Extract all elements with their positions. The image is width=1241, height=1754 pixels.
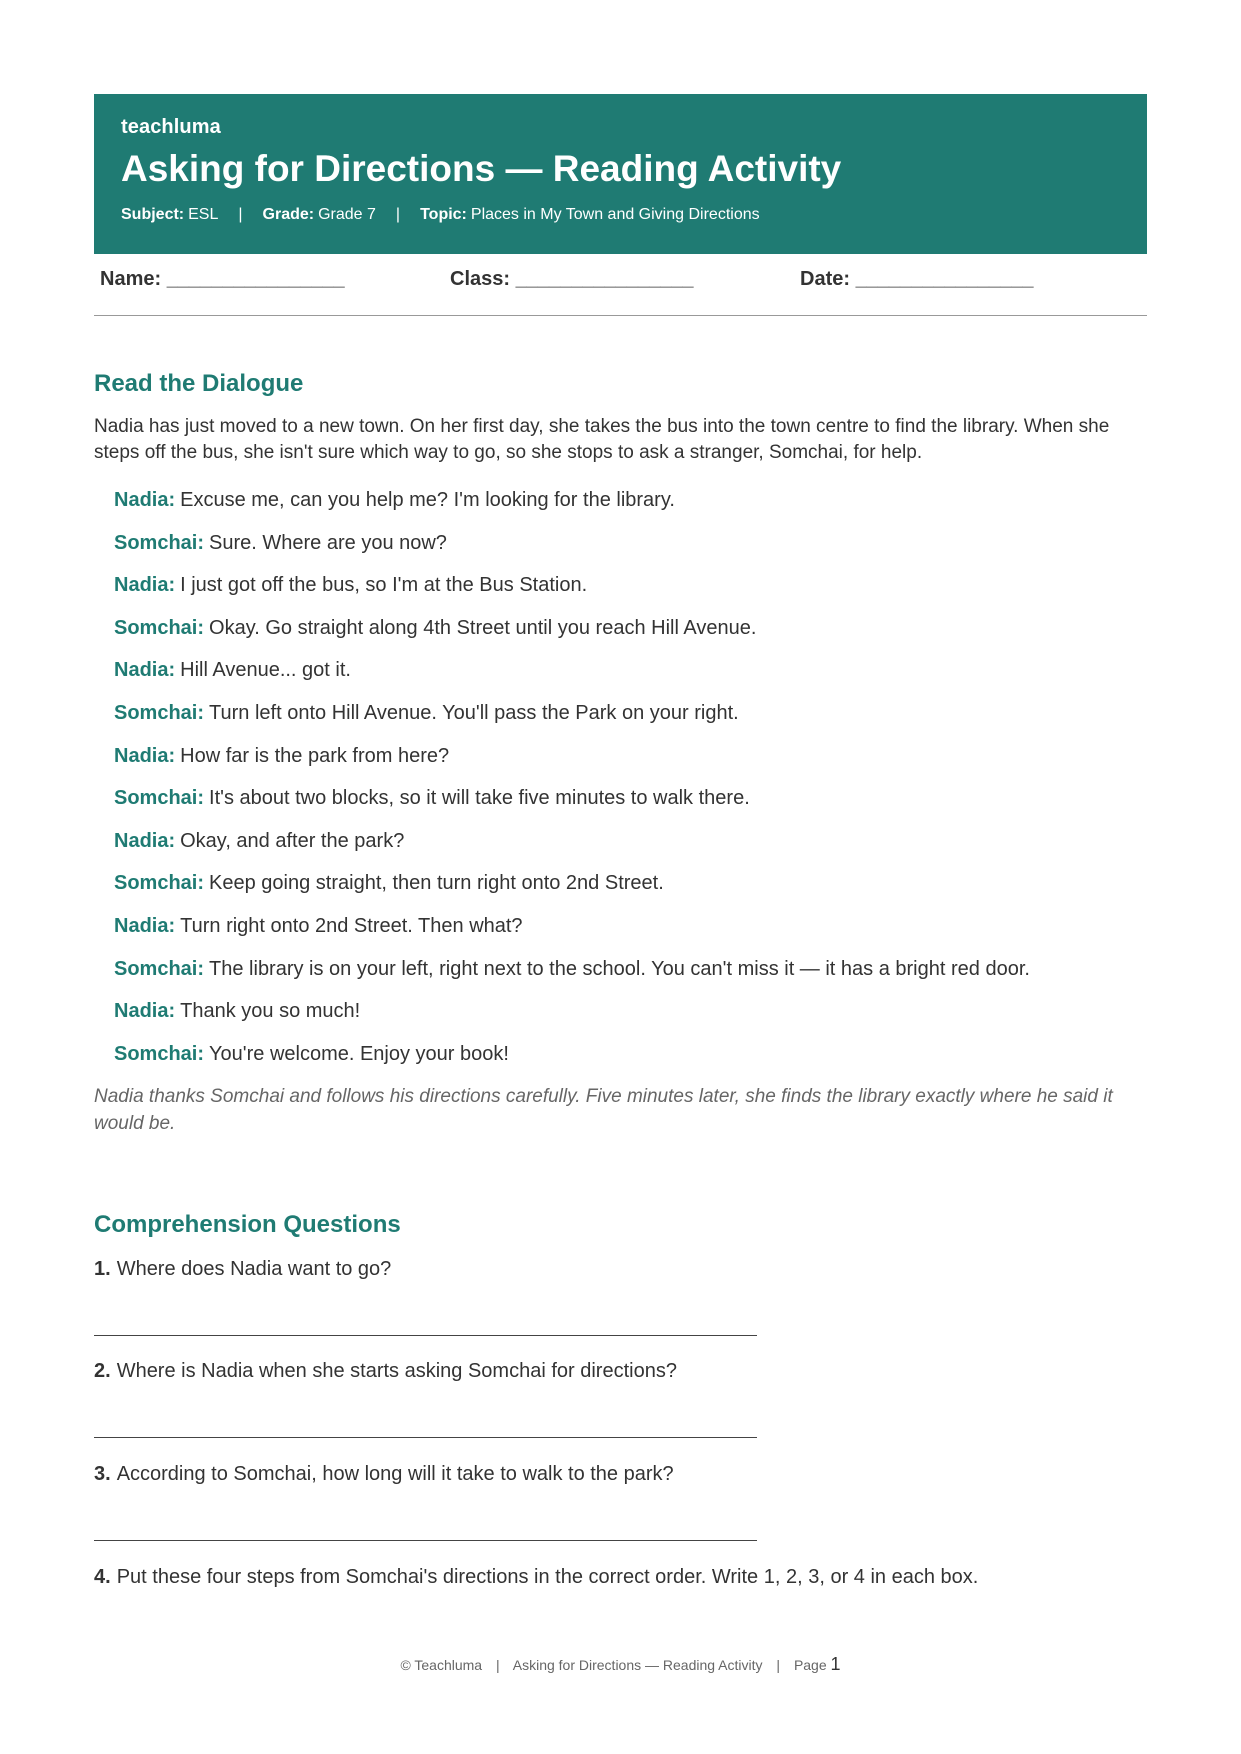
footer-copyright: © Teachluma: [400, 1657, 483, 1673]
footer-separator: |: [495, 1657, 500, 1673]
answer-line[interactable]: [94, 1540, 757, 1541]
name-field[interactable]: Name: ________________: [100, 268, 345, 290]
question-text: Where does Nadia want to go?: [116, 1258, 392, 1280]
topic-label: Topic:: [420, 205, 467, 223]
dialogue-line: [114, 743, 1144, 786]
subject-label: Subject:: [121, 205, 185, 223]
dialogue-line: [114, 572, 1144, 615]
dialogue-line: [114, 998, 1144, 1041]
dialogue-text: It's about two blocks, so it will take five minutes to walk there.: [209, 787, 750, 810]
dialogue-line: [114, 615, 1144, 658]
dialogue-text: Turn left onto Hill Avenue. You'll pass the Park on your right.: [209, 701, 739, 724]
dialogue-text: Keep going straight, then turn right onto 2nd Street.: [209, 872, 664, 895]
answer-line[interactable]: [94, 1437, 757, 1438]
question-number: 1.: [94, 1258, 111, 1280]
grade-value: Grade 7: [318, 205, 376, 223]
dialogue-text: Excuse me, can you help me? I'm looking for the library.: [180, 489, 675, 511]
question-item: [94, 1358, 677, 1384]
question-number: 2.: [94, 1360, 111, 1382]
worksheet-header: [94, 94, 1147, 254]
dialogue-speaker: Nadia:: [114, 744, 176, 767]
dialogue-list: [114, 487, 1144, 1083]
dialogue-line: [114, 870, 1144, 913]
dialogue-line: [114, 828, 1144, 871]
footer-separator: |: [776, 1657, 781, 1673]
answer-line[interactable]: [94, 1335, 757, 1336]
dialogue-speaker: Somchai:: [114, 787, 205, 810]
footer-page-number: 1: [830, 1654, 841, 1674]
header-divider: [94, 315, 1147, 316]
dialogue-text: Sure. Where are you now?: [209, 531, 447, 554]
question-item: [94, 1461, 674, 1487]
footer-page-label: Page: [793, 1657, 827, 1673]
question-item: [94, 1564, 978, 1590]
question-number: 3.: [94, 1463, 111, 1485]
question-text: According to Somchai, how long will it take to walk to the park?: [116, 1463, 674, 1485]
dialogue-line: [114, 487, 1144, 530]
dialogue-text: Okay, and after the park?: [180, 829, 405, 852]
dialogue-line: [114, 785, 1144, 828]
dialogue-line: [114, 700, 1144, 743]
dialogue-speaker: Somchai:: [114, 872, 205, 895]
reading-heading: Read the Dialogue: [94, 370, 304, 397]
dialogue-speaker: Nadia:: [114, 659, 176, 682]
dialogue-text: Thank you so much!: [180, 1000, 361, 1023]
class-field[interactable]: Class: ________________: [450, 268, 694, 290]
reading-intro: Nadia has just moved to a new town. On her first day, she takes the bus into the town centre to find the library. When she steps off the bus, she isn't sure which way to go, so she stops to ask a stranger, Somchai, for help.: [94, 416, 1110, 463]
question-text: Where is Nadia when she starts asking Somchai for directions?: [116, 1360, 677, 1382]
dialogue-text: Hill Avenue... got it.: [180, 659, 351, 682]
dialogue-line: [114, 1041, 1144, 1084]
question-item: [94, 1256, 391, 1282]
dialogue-line: [114, 913, 1144, 956]
meta-separator: |: [238, 205, 243, 223]
dialogue-line: [114, 530, 1144, 573]
student-info-fields: [100, 268, 1147, 292]
dialogue-text: Turn right onto 2nd Street. Then what?: [180, 914, 523, 937]
dialogue-speaker: Somchai:: [114, 957, 205, 980]
dialogue-speaker: Somchai:: [114, 531, 205, 554]
dialogue-speaker: Somchai:: [114, 616, 205, 639]
questions-heading: Comprehension Questions: [94, 1211, 401, 1238]
reading-closing: Nadia thanks Somchai and follows his directions carefully. Five minutes later, she finds the library exactly where he said it would be.: [94, 1086, 1113, 1134]
dialogue-speaker: Nadia:: [114, 574, 176, 597]
page-title: Asking for Directions — Reading Activity: [121, 148, 842, 189]
dialogue-line: [114, 657, 1144, 700]
dialogue-text: How far is the park from here?: [180, 744, 450, 767]
worksheet-meta: [121, 206, 1120, 224]
dialogue-speaker: Nadia:: [114, 829, 176, 852]
meta-separator: |: [395, 205, 401, 223]
dialogue-speaker: Somchai:: [114, 701, 205, 724]
dialogue-line: [114, 956, 1144, 999]
dialogue-text: Okay. Go straight along 4th Street until you reach Hill Avenue.: [209, 616, 757, 639]
subject-value: ESL: [188, 205, 219, 223]
dialogue-speaker: Somchai:: [114, 1042, 205, 1065]
brand-name: teachluma: [121, 116, 221, 138]
dialogue-speaker: Nadia:: [114, 489, 176, 511]
date-field[interactable]: Date: ________________: [800, 268, 1034, 290]
page-footer: [0, 1654, 1241, 1675]
question-text: Put these four steps from Somchai's directions in the correct order. Write 1, 2, 3, or 4 in each box.: [116, 1566, 979, 1588]
dialogue-speaker: Nadia:: [114, 1000, 176, 1023]
dialogue-text: You're welcome. Enjoy your book!: [209, 1042, 509, 1065]
question-number: 4.: [94, 1566, 111, 1588]
dialogue-text: I just got off the bus, so I'm at the Bus Station.: [180, 574, 588, 597]
footer-doc-title: Asking for Directions — Reading Activity: [512, 1657, 763, 1673]
topic-value: Places in My Town and Giving Directions: [470, 205, 760, 223]
dialogue-speaker: Nadia:: [114, 914, 176, 937]
dialogue-text: The library is on your left, right next to the school. You can't miss it — it has a bright red door.: [209, 957, 1030, 980]
grade-label: Grade:: [262, 205, 315, 223]
